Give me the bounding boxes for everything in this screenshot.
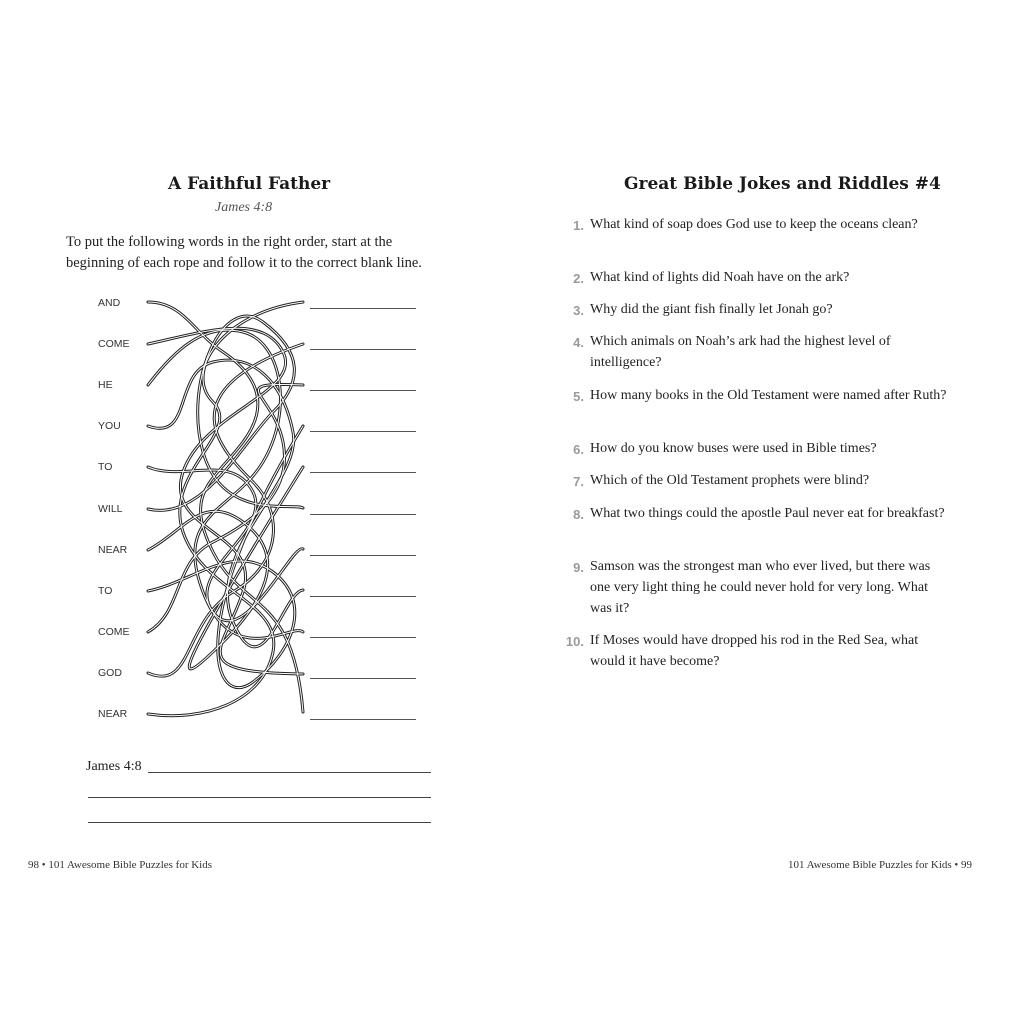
riddle-item bbox=[573, 438, 950, 459]
riddle-item bbox=[573, 503, 950, 524]
riddle-number: 1. bbox=[573, 218, 584, 233]
riddle-text: If Moses would have dropped his rod in the Red Sea, what would it have become? bbox=[590, 633, 919, 669]
riddle-number: 4. bbox=[573, 335, 584, 350]
answer-blank-line[interactable] bbox=[310, 719, 416, 720]
rope-word: TO bbox=[98, 461, 113, 473]
rope-word: GOD bbox=[98, 667, 122, 679]
riddle-number: 9. bbox=[573, 560, 584, 575]
rope-word: YOU bbox=[98, 420, 121, 432]
answer-blank-line[interactable] bbox=[310, 514, 416, 515]
answer-blank-line[interactable] bbox=[310, 390, 416, 391]
page-footer-right: 101 Awesome Bible Puzzles for Kids • 99 bbox=[788, 859, 973, 871]
riddle-item bbox=[565, 630, 950, 672]
answer-blank-line[interactable] bbox=[310, 431, 416, 432]
riddle-number: 5. bbox=[573, 389, 584, 404]
rope-word: COME bbox=[98, 338, 130, 350]
rope-word: COME bbox=[98, 626, 130, 638]
verse-answer-line[interactable] bbox=[88, 797, 431, 798]
puzzle-subtitle: James 4:8 bbox=[215, 200, 273, 215]
riddle-number: 7. bbox=[573, 474, 584, 489]
verse-answer-line[interactable] bbox=[148, 772, 431, 773]
answer-blank-line[interactable] bbox=[310, 596, 416, 597]
riddle-number: 8. bbox=[573, 507, 584, 522]
riddle-text: Why did the giant fish finally let Jonah go? bbox=[590, 302, 833, 317]
answer-blank-line[interactable] bbox=[310, 472, 416, 473]
answer-blank-line[interactable] bbox=[310, 637, 416, 638]
verse-answer-label: James 4:8 bbox=[86, 759, 142, 774]
rope-word: AND bbox=[98, 297, 121, 309]
rope-word: NEAR bbox=[98, 544, 128, 556]
riddle-text: Which animals on Noah’s ark had the highest level of intelligence? bbox=[590, 334, 891, 370]
puzzle-instructions: To put the following words in the right order, start at the beginning of each rope and follow it to the correct blank line. bbox=[66, 234, 422, 271]
riddle-text: Which of the Old Testament prophets were blind? bbox=[590, 473, 870, 488]
right-page bbox=[512, 0, 1024, 1024]
riddle-number: 10. bbox=[565, 634, 584, 649]
riddle-text: How do you know buses were used in Bible times? bbox=[590, 441, 877, 456]
answer-blank-line[interactable] bbox=[310, 308, 416, 309]
rope-word: NEAR bbox=[98, 708, 128, 720]
puzzle-title: A Faithful Father bbox=[168, 174, 331, 194]
jokes-title: Great Bible Jokes and Riddles #4 bbox=[624, 174, 941, 194]
riddle-text: How many books in the Old Testament were named after Ruth? bbox=[590, 388, 947, 403]
rope-word: WILL bbox=[98, 503, 123, 515]
riddle-number: 3. bbox=[573, 303, 584, 318]
riddle-number: 2. bbox=[573, 271, 584, 286]
riddle-text: What two things could the apostle Paul never eat for breakfast? bbox=[590, 506, 945, 521]
riddle-item bbox=[573, 556, 950, 619]
riddle-item bbox=[573, 214, 950, 235]
riddle-text: What kind of soap does God use to keep the oceans clean? bbox=[590, 217, 918, 232]
riddle-item bbox=[573, 385, 950, 406]
riddle-text: What kind of lights did Noah have on the ark? bbox=[590, 270, 850, 285]
riddle-text: Samson was the strongest man who ever lived, but there was one very light thing he could never hold for very long. What was it? bbox=[590, 559, 931, 616]
answer-blank-line[interactable] bbox=[310, 349, 416, 350]
tangled-ropes-illustration bbox=[143, 292, 305, 724]
answer-blank-line[interactable] bbox=[310, 555, 416, 556]
rope-word: TO bbox=[98, 585, 113, 597]
riddle-item bbox=[573, 299, 950, 320]
page-footer-left: 98 • 101 Awesome Bible Puzzles for Kids bbox=[28, 859, 213, 871]
verse-answer-line[interactable] bbox=[88, 822, 431, 823]
rope-word: HE bbox=[98, 379, 113, 391]
riddle-item bbox=[573, 267, 950, 288]
answer-blank-line[interactable] bbox=[310, 678, 416, 679]
riddle-number: 6. bbox=[573, 442, 584, 457]
riddle-item bbox=[573, 331, 950, 373]
riddle-item bbox=[573, 470, 950, 491]
